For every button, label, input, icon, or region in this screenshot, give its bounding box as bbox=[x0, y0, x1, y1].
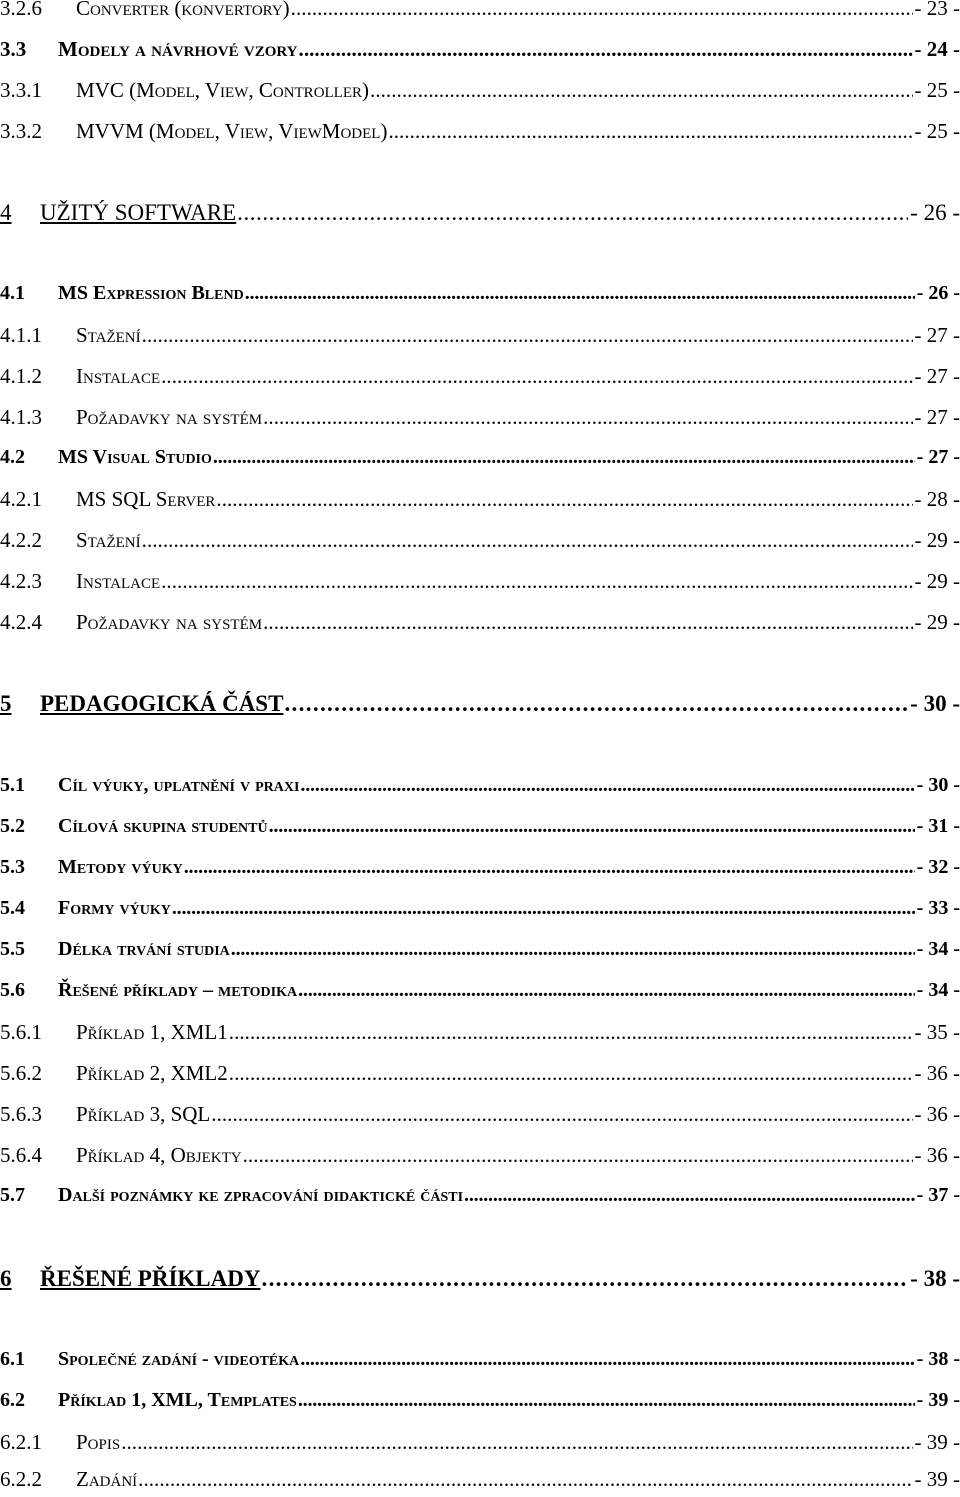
toc-chapter-entry[interactable] bbox=[0, 691, 960, 721]
dot-leader bbox=[263, 610, 912, 635]
toc-entry[interactable] bbox=[0, 1430, 960, 1460]
dot-leader bbox=[216, 487, 912, 512]
toc-title: Converter (konvertory) bbox=[76, 0, 290, 20]
toc-title: Cíl výuky, uplatnění v praxi bbox=[58, 774, 300, 796]
toc-number: 5.5 bbox=[0, 938, 25, 960]
toc-page: - 24 - bbox=[914, 37, 960, 61]
dot-leader bbox=[370, 78, 912, 103]
toc-entry[interactable] bbox=[0, 405, 960, 435]
toc-entry[interactable] bbox=[0, 528, 960, 558]
toc-page: - 25 - bbox=[914, 78, 960, 102]
toc-number: 4.2.1 bbox=[0, 487, 42, 511]
toc-number: 6.2.2 bbox=[0, 1467, 42, 1491]
toc-page: - 38 - bbox=[916, 1348, 960, 1370]
toc-entry[interactable] bbox=[0, 1184, 960, 1214]
dot-leader bbox=[243, 1143, 913, 1168]
toc-page: - 34 - bbox=[916, 938, 960, 960]
toc-number: 4.1.2 bbox=[0, 364, 42, 388]
toc-entry[interactable] bbox=[0, 569, 960, 599]
toc-title: Příklad 4, Objekty bbox=[76, 1143, 242, 1167]
toc-title: MS Visual Studio bbox=[58, 446, 212, 468]
toc-number: 4 bbox=[0, 200, 12, 225]
toc-title: MS SQL Server bbox=[76, 487, 216, 511]
toc-number: 3.3.2 bbox=[0, 119, 42, 143]
toc-title: MVC (Model, View, Controller) bbox=[76, 78, 370, 102]
toc-number: 5.6.3 bbox=[0, 1102, 42, 1126]
toc-title: UŽITÝ SOFTWARE bbox=[40, 200, 237, 225]
toc-number: 4.2.2 bbox=[0, 528, 42, 552]
toc-entry[interactable] bbox=[0, 1020, 960, 1050]
toc-number: 6.2.1 bbox=[0, 1430, 42, 1454]
toc-chapter-entry[interactable] bbox=[0, 200, 960, 230]
dot-leader bbox=[211, 1102, 912, 1127]
toc-title: Stažení bbox=[76, 323, 141, 347]
toc-page: - 39 - bbox=[914, 1430, 960, 1454]
toc-page: - 27 - bbox=[914, 364, 960, 388]
dot-leader bbox=[161, 569, 912, 594]
toc-page: - 28 - bbox=[914, 487, 960, 511]
toc-page: - 32 - bbox=[916, 856, 960, 878]
toc-number: 5.2 bbox=[0, 815, 25, 837]
dot-leader bbox=[291, 0, 913, 21]
toc-page: - 29 - bbox=[914, 569, 960, 593]
toc-entry[interactable] bbox=[0, 774, 960, 804]
toc-number: 6.1 bbox=[0, 1348, 25, 1370]
dot-leader bbox=[298, 979, 915, 1002]
dot-leader bbox=[161, 364, 912, 389]
toc-title: ŘEŠENÉ PŘÍKLADY bbox=[40, 1266, 261, 1291]
toc-page: - 30 - bbox=[916, 774, 960, 796]
toc-page: - 26 - bbox=[916, 282, 960, 304]
toc-number: 5.4 bbox=[0, 897, 25, 919]
dot-leader bbox=[298, 1389, 915, 1412]
toc-page: - 36 - bbox=[914, 1102, 960, 1126]
toc-title: Řešené příklady – metodika bbox=[58, 979, 298, 1001]
toc-title: Modely a návrhové vzory bbox=[58, 37, 298, 61]
toc-title: Příklad 1, XML, Templates bbox=[58, 1389, 297, 1411]
toc-title: Formy výuky bbox=[58, 897, 171, 919]
dot-leader bbox=[300, 774, 914, 797]
dot-leader bbox=[138, 1467, 912, 1492]
toc-entry[interactable] bbox=[0, 979, 960, 1009]
dot-leader bbox=[284, 691, 908, 717]
dot-leader bbox=[388, 119, 912, 144]
dot-leader bbox=[184, 856, 915, 879]
toc-number: 5.3 bbox=[0, 856, 25, 878]
toc-entry[interactable] bbox=[0, 1102, 960, 1132]
toc-number: 4.2.3 bbox=[0, 569, 42, 593]
toc-page: - 39 - bbox=[916, 1389, 960, 1411]
dot-leader bbox=[231, 938, 915, 961]
toc-page: - 30 - bbox=[910, 691, 960, 716]
toc-entry[interactable] bbox=[0, 938, 960, 968]
toc-number: 3.3 bbox=[0, 37, 27, 61]
dot-leader bbox=[229, 1020, 913, 1045]
toc-page: - 27 - bbox=[914, 405, 960, 429]
toc-title: MVVM (Model, View, ViewModel) bbox=[76, 119, 388, 143]
toc-page: - 29 - bbox=[914, 610, 960, 634]
dot-leader bbox=[464, 1184, 915, 1207]
toc-page: - 38 - bbox=[910, 1266, 960, 1291]
toc-number: 5.6.1 bbox=[0, 1020, 42, 1044]
toc-title: Příklad 3, SQL bbox=[76, 1102, 211, 1126]
toc-page: - 26 - bbox=[910, 200, 960, 225]
toc-entry[interactable] bbox=[0, 1061, 960, 1091]
toc-number: 6 bbox=[0, 1266, 12, 1291]
toc-number: 4.1 bbox=[0, 282, 25, 304]
dot-leader bbox=[142, 323, 913, 348]
toc-entry[interactable] bbox=[0, 610, 960, 640]
toc-title: Popis bbox=[76, 1430, 121, 1454]
toc-page: - 37 - bbox=[916, 1184, 960, 1206]
toc-number: 3.2.6 bbox=[0, 0, 42, 20]
toc-page: - 39 - bbox=[914, 1467, 960, 1491]
dot-leader bbox=[269, 815, 915, 838]
dot-leader bbox=[229, 1061, 913, 1086]
toc-page: - 27 - bbox=[914, 323, 960, 347]
toc-number: 5 bbox=[0, 691, 12, 716]
toc-entry[interactable] bbox=[0, 487, 960, 517]
toc-entry[interactable] bbox=[0, 323, 960, 353]
dot-leader bbox=[237, 200, 908, 226]
toc-page: - 25 - bbox=[914, 119, 960, 143]
toc-entry[interactable] bbox=[0, 1467, 960, 1497]
toc-number: 6.2 bbox=[0, 1389, 25, 1411]
toc-page: - 31 - bbox=[916, 815, 960, 837]
toc-title: Metody výuky bbox=[58, 856, 183, 878]
toc-title: Požadavky na systém bbox=[76, 405, 263, 429]
toc-number: 4.1.3 bbox=[0, 405, 42, 429]
toc-number: 4.2 bbox=[0, 446, 25, 468]
toc-number: 5.7 bbox=[0, 1184, 25, 1206]
dot-leader bbox=[263, 405, 912, 430]
toc-title: Společné zadání - videotéka bbox=[58, 1348, 300, 1370]
toc-number: 3.3.1 bbox=[0, 78, 42, 102]
toc-page: - 35 - bbox=[914, 1020, 960, 1044]
toc-title: Další poznámky ke zpracování didaktické části bbox=[58, 1184, 464, 1206]
toc-entry[interactable] bbox=[0, 0, 960, 26]
dot-leader bbox=[261, 1266, 908, 1292]
toc-number: 5.6.2 bbox=[0, 1061, 42, 1085]
toc-page: - 36 - bbox=[914, 1143, 960, 1167]
toc-entry[interactable] bbox=[0, 119, 960, 149]
dot-leader bbox=[245, 282, 915, 305]
toc-entry[interactable] bbox=[0, 856, 960, 886]
dot-leader bbox=[172, 897, 915, 920]
toc-page: - 23 - bbox=[914, 0, 960, 20]
toc-entry[interactable] bbox=[0, 815, 960, 845]
toc-entry[interactable] bbox=[0, 1143, 960, 1173]
dot-leader bbox=[213, 446, 915, 469]
toc-title: Požadavky na systém bbox=[76, 610, 263, 634]
toc-title: Příklad 1, XML1 bbox=[76, 1020, 228, 1044]
toc-title: Délka trvání studia bbox=[58, 938, 230, 960]
toc-entry[interactable] bbox=[0, 78, 960, 108]
toc-page: - 34 - bbox=[916, 979, 960, 1001]
toc-title: MS Expression Blend bbox=[58, 282, 244, 304]
toc-entry[interactable] bbox=[0, 1389, 960, 1419]
dot-leader bbox=[300, 1348, 914, 1371]
toc-title: Zadání bbox=[76, 1467, 138, 1491]
toc-entry[interactable] bbox=[0, 364, 960, 394]
toc-title: Instalace bbox=[76, 364, 161, 388]
toc-page: - 33 - bbox=[916, 897, 960, 919]
toc-title: Stažení bbox=[76, 528, 141, 552]
toc-chapter-entry[interactable] bbox=[0, 1266, 960, 1296]
toc-entry[interactable] bbox=[0, 446, 960, 476]
toc-title: Cílová skupina studentů bbox=[58, 815, 268, 837]
toc-entry[interactable] bbox=[0, 37, 960, 67]
toc-title: Příklad 2, XML2 bbox=[76, 1061, 228, 1085]
toc-number: 5.6.4 bbox=[0, 1143, 42, 1167]
toc-number: 5.6 bbox=[0, 979, 25, 1001]
toc-page: - 29 - bbox=[914, 528, 960, 552]
toc-number: 4.2.4 bbox=[0, 610, 42, 634]
toc-number: 4.1.1 bbox=[0, 323, 42, 347]
dot-leader bbox=[121, 1430, 912, 1455]
toc-number: 5.1 bbox=[0, 774, 25, 796]
toc-page: - 36 - bbox=[914, 1061, 960, 1085]
toc-title: Instalace bbox=[76, 569, 161, 593]
toc-page: - 27 - bbox=[916, 446, 960, 468]
toc-title: PEDAGOGICKÁ ČÁST bbox=[40, 691, 284, 716]
toc-entry[interactable] bbox=[0, 1348, 960, 1378]
dot-leader bbox=[142, 528, 913, 553]
toc-entry[interactable] bbox=[0, 897, 960, 927]
toc-entry[interactable] bbox=[0, 282, 960, 312]
dot-leader bbox=[299, 37, 913, 62]
